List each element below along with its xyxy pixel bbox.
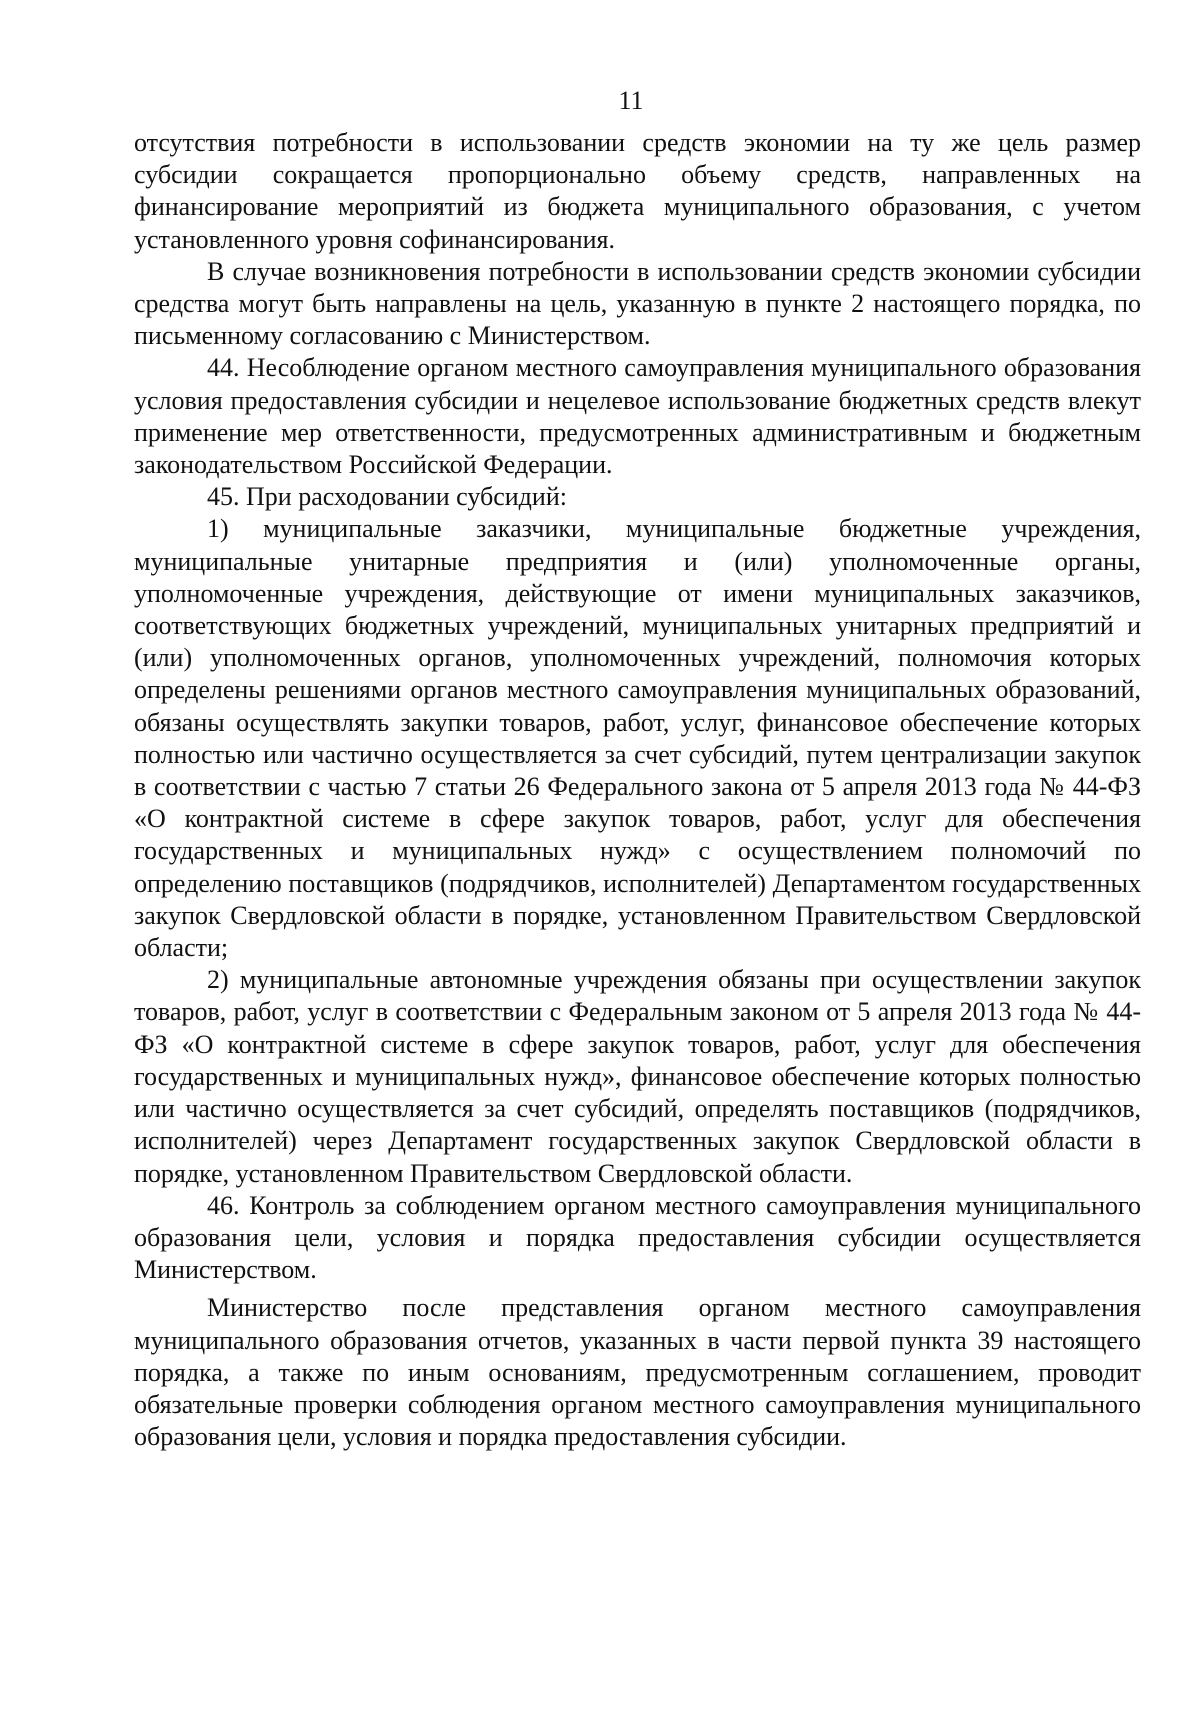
paragraph-45: 45. При расходовании субсидий: (207, 482, 567, 512)
paragraph-continuation: отсутствия потребности в использовании средств экономии на ту же цель размер субсидии сокращается пропорционально объему средств, направленных на финансирование мероприятий из бюджета муниципального образования, с учетом установленного уровня софинансирования. (134, 128, 1141, 254)
page-number: 11 (618, 86, 644, 115)
paragraph-46: 46. Контроль за соблюдением органом местного самоуправления муниципального образования цели, условия и порядка предоставления субсидии осуществляется Министерством. (134, 1190, 1141, 1285)
document-body (134, 127, 1141, 1453)
paragraph-ministry-inspections: Министерство после представления органом местного самоуправления муниципального образования отчетов, указанных в части первой пункта 39 настоящего порядка, а также по иным основаниям, предусмотренным соглашением, проводит обязательные проверки соблюдения органом местного самоуправления муниципального образования цели, условия и порядка предоставления субсидии. (134, 1293, 1141, 1452)
paragraph-44: 44. Несоблюдение органом местного самоуправления муниципального образования условия предоставления субсидии и нецелевое использование бюджетных средств влекут применение мер ответственности, предусмотренных административным и бюджетным законодательством Российской Федерации. (134, 353, 1141, 480)
paragraph-45-item-1: 1) муниципальные заказчики, муниципальные бюджетные учреждения, муниципальные унитарные предприятия и (или) уполномоченные органы, уполномоченные учреждения, действующие от имени муниципальных заказчиков, соответствующих бюджетных учреждений, муниципальных унитарных предприятий и (или) уполномоченных органов, уполномоченных учреждений, полномочия которых определены решениями органов местного самоуправления муниципальных образований, обязаны осуществлять закупки товаров, работ, услуг, финансовое обеспечение которых полностью или частично осуществляется за счет субсидий, путем централизации закупок в соответствии с частью 7 статьи 26 Федерального закона от 5 апреля 2013 года № 44-ФЗ «О контрактной системе в сфере закупок товаров, работ, услуг для обеспечения государственных и муниципальных нужд» с осуществлением полномочий по определению поставщиков (подрядчиков, исполнителей) Департаментом государственных закупок Свердловской области в порядке, установленном Правительством Свердловской области; (134, 514, 1141, 963)
paragraph-savings-redirect: В случае возникновения потребности в использовании средств экономии субсидии средства могут быть направлены на цель, указанную в пункте 2 настоящего порядка, по письменному согласованию с Министерством. (134, 256, 1141, 351)
paragraph-45-item-2: 2) муниципальные автономные учреждения обязаны при осуществлении закупок товаров, работ, услуг в соответствии с Федеральным законом от 5 апреля 2013 года № 44-ФЗ «О контрактной системе в сфере закупок товаров, работ, услуг для обеспечения государственных и муниципальных нужд», финансовое обеспечение которых полностью или частично осуществляется за счет субсидий, определять поставщиков (подрядчиков, исполнителей) через Департамент государственных закупок Свердловской области в порядке, установленном Правительством Свердловской области. (134, 965, 1141, 1188)
